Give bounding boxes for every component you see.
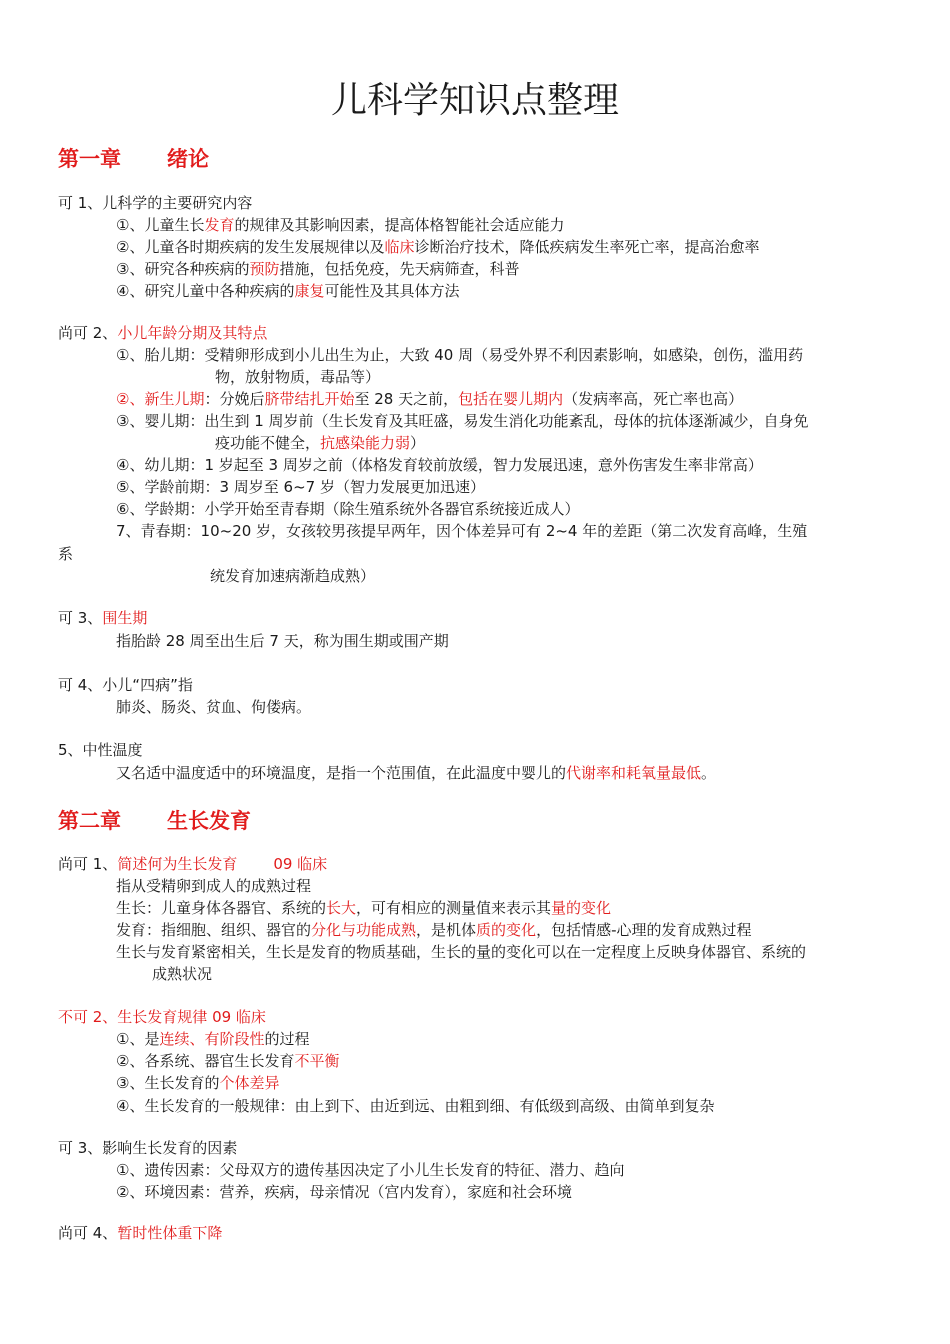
- section-body: 指从受精卵到成人的成熟过程: [116, 877, 312, 895]
- section-heading: 尚可 1、简述何为生长发育 09 临床: [58, 855, 328, 873]
- chapter-1-title: 绪论: [167, 147, 209, 171]
- list-item: 7、青春期：10~20 岁，女孩较男孩提早两年，因个体差异可有 2~4 年的差距（第二次发育高峰，生殖: [116, 522, 808, 540]
- chapter-2-heading: [58, 805, 251, 835]
- section-body: 生长：儿童身体各器官、系统的长大，可有相应的测量值来表示其量的变化: [116, 899, 612, 917]
- chapter-1-label: 第一章: [58, 147, 121, 171]
- list-item: ②、环境因素：营养，疾病，母亲情况（宫内发育），家庭和社会环境: [116, 1183, 572, 1201]
- list-item-continuation: 统发育加速病渐趋成熟）: [210, 567, 376, 585]
- list-item: ③、研究各种疾病的预防措施，包括免疫，先天病筛查，科普: [116, 260, 520, 278]
- list-item: ③、生长发育的个体差异: [116, 1074, 280, 1092]
- section-heading: 可 3、影响生长发育的因素: [58, 1139, 238, 1157]
- section-heading: 尚可 4、暂时性体重下降: [58, 1224, 223, 1242]
- list-item: ④、生长发育的一般规律：由上到下、由近到远、由粗到细、有低级到高级、由简单到复杂: [116, 1097, 715, 1115]
- section-body: 指胎龄 28 周至出生后 7 天，称为围生期或围产期: [116, 632, 449, 650]
- section-heading: 可 4、小儿“四病”指: [58, 676, 193, 694]
- section-heading: 5、中性温度: [58, 741, 143, 759]
- chapter-1-heading: [58, 143, 209, 173]
- section-heading: 不可 2、生长发育规律 09 临床: [58, 1008, 266, 1026]
- list-item: ①、遗传因素：父母双方的遗传基因决定了小儿生长发育的特征、潜力、趋向: [116, 1161, 625, 1179]
- list-item: ⑥、学龄期：小学开始至青春期（除生殖系统外各器官系统接近成人）: [116, 500, 580, 518]
- section-heading: 可 1、儿科学的主要研究内容: [58, 194, 253, 212]
- chapter-2-title: 生长发育: [167, 809, 251, 833]
- list-item: ②、新生儿期：分娩后脐带结扎开始至 28 天之前，包括在婴儿期内（发病率高，死亡率也高）: [116, 390, 744, 408]
- list-item-continuation: 系: [58, 545, 74, 563]
- list-item: ④、幼儿期：1 岁起至 3 周岁之前（体格发育较前放缓，智力发展迅速，意外伤害发生率非常高）: [116, 456, 763, 474]
- section-body: 肺炎、肠炎、贫血、佝偻病。: [116, 698, 312, 716]
- list-item-continuation: 疫功能不健全，抗感染能力弱）: [215, 434, 426, 452]
- page-title: 儿科学知识点整理: [330, 80, 619, 121]
- list-item-continuation: 物，放射物质，毒品等）: [215, 368, 381, 386]
- list-item: ②、各系统、器官生长发育不平衡: [116, 1052, 340, 1070]
- section-body-continuation: 成熟状况: [152, 965, 213, 983]
- list-item: ④、研究儿童中各种疾病的康复可能性及其具体方法: [116, 282, 460, 300]
- list-item: ②、儿童各时期疾病的发生发展规律以及临床诊断治疗技术，降低疾病发生率死亡率，提高治愈率: [116, 238, 760, 256]
- list-item: ⑤、学龄前期：3 周岁至 6~7 岁（智力发展更加迅速）: [116, 478, 485, 496]
- list-item: ③、婴儿期：出生到 1 周岁前（生长发育及其旺盛，易发生消化功能紊乱，母体的抗体逐渐减少，自身免: [116, 412, 809, 430]
- chapter-2-label: 第二章: [58, 809, 121, 833]
- section-body: 又名适中温度适中的环境温度，是指一个范围值，在此温度中婴儿的代谢率和耗氧量最低。: [116, 764, 717, 782]
- section-body: 生长与发育紧密相关，生长是发育的物质基础，生长的量的变化可以在一定程度上反映身体器官、系统的: [116, 943, 807, 961]
- list-item: ①、儿童生长发育的规律及其影响因素，提高体格智能社会适应能力: [116, 216, 565, 234]
- section-heading: 尚可 2、小儿年龄分期及其特点: [58, 324, 268, 342]
- section-heading: 可 3、围生期: [58, 609, 148, 627]
- list-item: ①、是连续、有阶段性的过程: [116, 1030, 310, 1048]
- section-body: 发育：指细胞、组织、器官的分化与功能成熟，是机体质的变化，包括情感-心理的发育成熟过程: [116, 921, 752, 939]
- list-item: ①、胎儿期：受精卵形成到小儿出生为止，大致 40 周（易受外界不利因素影响，如感染，创伤，滥用药: [116, 346, 804, 364]
